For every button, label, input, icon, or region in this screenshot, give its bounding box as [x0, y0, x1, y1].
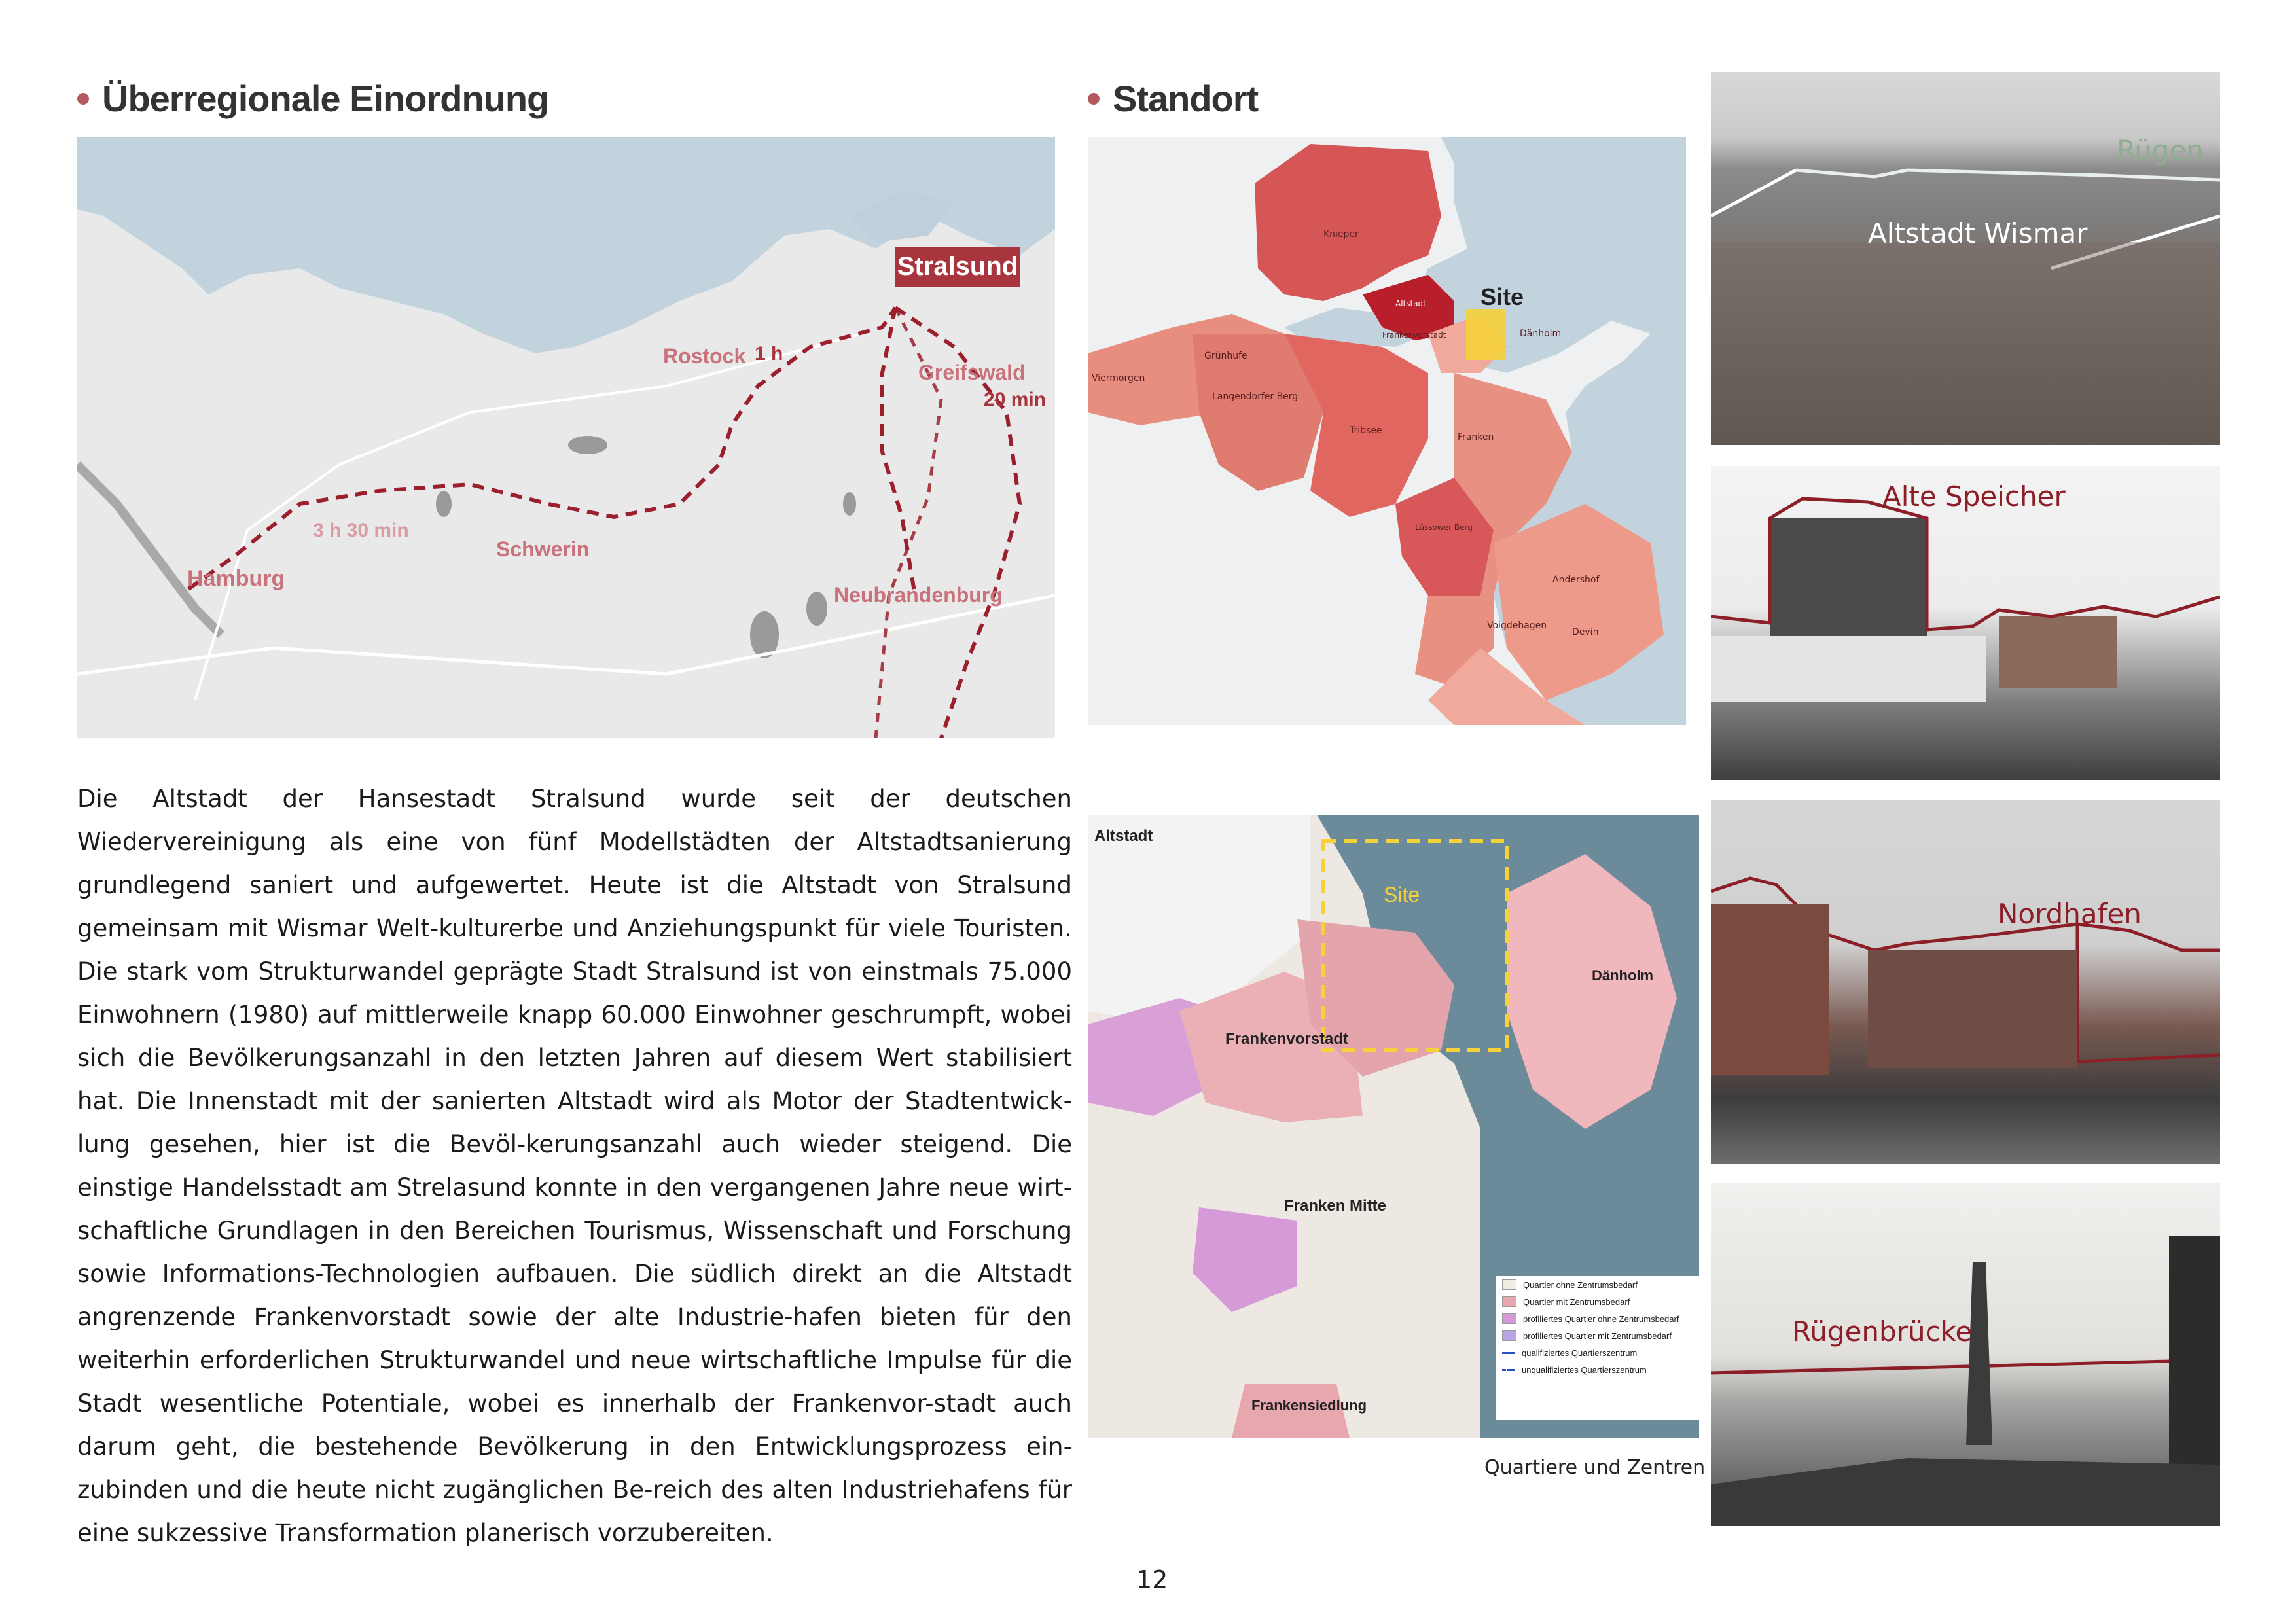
legend-swatch: [1502, 1330, 1516, 1341]
district-label: Viermorgen: [1092, 373, 1145, 383]
legend-label: Quartier mit Zentrumsbedarf: [1523, 1296, 1630, 1307]
district-label: Grünhufe: [1204, 351, 1247, 361]
photo-label: Rügenbrücke: [1792, 1315, 1973, 1347]
photo-label: Rügen: [2117, 134, 2204, 166]
legend-row: [1496, 1361, 1712, 1378]
district-label: Voigdehagen: [1487, 620, 1547, 631]
page-number: 12: [1136, 1565, 1168, 1594]
city-label-neubrandenburg: Neubrandenburg: [834, 583, 1003, 607]
city-label-rostock: Rostock: [663, 344, 746, 368]
map-legend: [1496, 1276, 1712, 1420]
quartier-label: Frankenvorstadt: [1225, 1030, 1349, 1048]
legend-row: [1496, 1327, 1712, 1344]
heading-regional: [77, 77, 548, 120]
standort-map: [1088, 137, 1686, 725]
legend-label: qualifiziertes Quartierszentrum: [1522, 1347, 1638, 1358]
city-label-stralsund: Stralsund: [897, 252, 1018, 281]
time-label-hamburg: 3 h 30 min: [313, 520, 409, 541]
heading-regional-text: Überregionale Einordnung: [102, 78, 549, 119]
legend-swatch: [1502, 1279, 1516, 1290]
district-label: Franken: [1458, 432, 1494, 442]
quartier-label: Franken Mitte: [1284, 1197, 1387, 1215]
legend-label: Quartier ohne Zentrumsbedarf: [1523, 1279, 1638, 1290]
photo-nordhafen-overlay: [1711, 800, 2220, 1164]
legend-row: [1496, 1344, 1712, 1361]
city-label-greifswald: Greifswald: [918, 361, 1026, 384]
quartier-label: Altstadt: [1094, 827, 1153, 845]
site-label: Site: [1480, 283, 1524, 310]
time-label-greifswald: 20 min: [984, 389, 1047, 410]
regional-map-graphic: [77, 137, 1055, 738]
legend-label: unqualifiziertes Quartierszentrum: [1522, 1364, 1647, 1375]
legend-row: [1496, 1276, 1712, 1293]
legend-swatch: [1502, 1296, 1516, 1307]
city-label-hamburg: Hamburg: [187, 566, 285, 591]
legend-label: profiliertes Quartier ohne Zentrumsbedarf: [1523, 1313, 1679, 1324]
photo-altstadt-overlay: [1711, 72, 2220, 445]
map-caption: Quartiere und Zentren: [1484, 1456, 1706, 1479]
legend-label: profiliertes Quartier mit Zentrumsbedarf: [1523, 1330, 1672, 1341]
district-label: Frankenvorstadt: [1382, 330, 1446, 340]
standort-map-graphic: [1088, 137, 1686, 725]
heading-standort-text: Standort: [1113, 78, 1259, 119]
photo-speicher-overlay: [1711, 466, 2220, 780]
legend-swatch: [1502, 1313, 1516, 1324]
regional-map: [77, 137, 1055, 738]
quartier-label: Frankensiedlung: [1251, 1397, 1367, 1414]
legend-line: [1502, 1369, 1515, 1371]
district-label: Knieper: [1323, 229, 1359, 240]
photo-label: Altstadt Wismar: [1868, 217, 2088, 249]
district-label: Devin: [1572, 627, 1599, 637]
body-text: [77, 777, 1072, 1555]
district-label: Andershof: [1552, 575, 1600, 585]
photo-ruegenbruecke: [1711, 1183, 2220, 1526]
district-label: Altstadt: [1395, 299, 1426, 308]
photo-altstadt: [1711, 72, 2220, 445]
legend-row: [1496, 1310, 1712, 1327]
bullet-icon: [1088, 93, 1100, 105]
photo-nordhafen: [1711, 800, 2220, 1164]
district-label: Dänholm: [1520, 329, 1562, 339]
quartier-label: Dänholm: [1592, 967, 1654, 984]
district-label: Tribsee: [1350, 425, 1382, 436]
photo-label: Alte Speicher: [1882, 480, 2066, 512]
bullet-icon: [77, 93, 89, 105]
legend-line: [1502, 1352, 1515, 1354]
body-paragraph: Die Altstadt der Hansestadt Stralsund wurde seit der deutschen Wiedervereinigung als eine von fünf Modellstädten der Altstadtsanierung grundlegend saniert und aufgewertet. Heute ist die Altstadt von Stralsund gemeinsam mit Wismar Welt-kulturerbe und Anziehungspunkt für viele Touristen. Die stark vom Strukturwandel geprägte Stadt Stralsund ist von einstmals 75.000 Einwohnern (1980) auf mittlerweile knapp 60.000 Einwohner geschrumpft, wobei sich die Bevölkerungsanzahl in den letzten Jahren auf diesem Wert stabilisiert hat. Die Innenstadt mit der sanierten Altstadt wird als Motor der Stadtentwick-lung gesehen, hier ist die Bevöl-kerungsanzahl auch wieder steigend. Die einstige Handelsstadt am Strelasund konnte in den vergangenen Jahre neue wirt-schaftliche Grundlagen in den Bereichen Tourismus, Wissenschaft und Forschung sowie Informations-Technologien aufbauen. Die südlich direkt an die Altstadt angrenzende Frankenvorstadt sowie der alte Industrie-hafen bieten für den weiterhin erforderlichen Strukturwandel und neue wirtschaftliche Impulse für die Stadt wesentliche Potentiale, wobei es innerhalb der Frankenvor-stadt auch darum geht, die bestehende Bevölkerung in den Entwicklungsprozess ein-zubinden und die heute nicht zugänglichen Be-reich des alten Industriehafens für eine sukzessive Transformation planerisch vorzubereiten.: [77, 785, 1072, 1547]
heading-standort: [1088, 77, 1258, 120]
city-label-schwerin: Schwerin: [496, 537, 590, 561]
photo-ruegenbruecke-overlay: [1711, 1183, 2220, 1526]
photo-label: Nordhafen: [1998, 898, 2142, 930]
time-label-rostock: 1 h: [755, 343, 783, 365]
legend-row: [1496, 1293, 1712, 1310]
quartier-label: Site: [1384, 883, 1420, 906]
district-label: Langendorfer Berg: [1212, 391, 1299, 402]
photo-speicher: [1711, 466, 2220, 780]
district-label: Lüssower Berg: [1415, 523, 1473, 532]
